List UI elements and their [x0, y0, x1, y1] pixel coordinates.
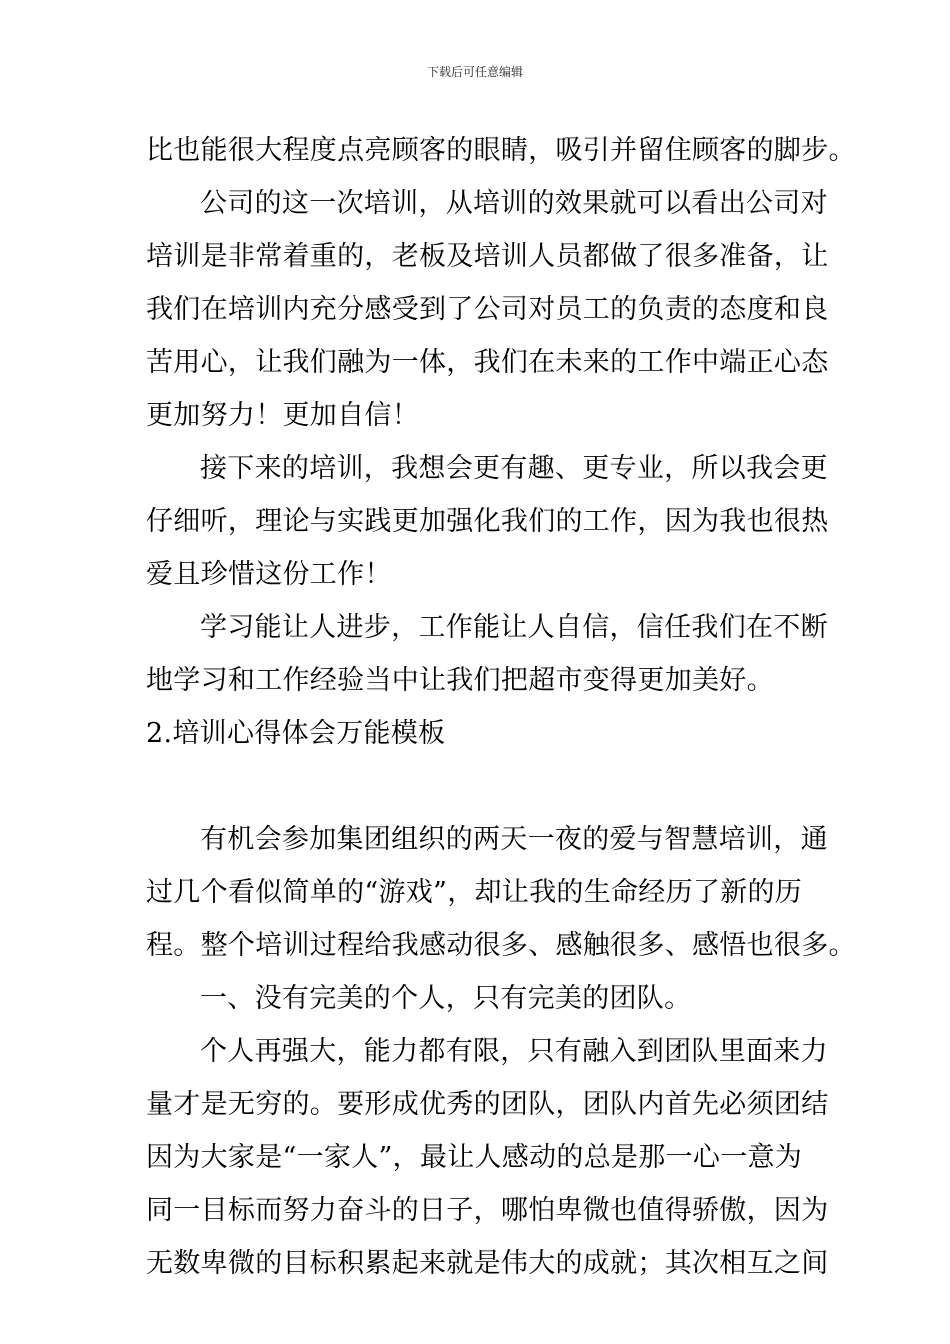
- paragraph-start: 公司的这一次培训，从培训的效果就可以看出公司对: [200, 188, 828, 219]
- section-heading: 2.培训心得体会万能模板: [146, 718, 446, 749]
- paragraph-start: 接下来的培训，我想会更有趣、更专业，所以我会更: [200, 453, 828, 484]
- text-line: 过几个看似简单的“游戏”，却让我的生命经历了新的历: [146, 877, 803, 908]
- text-line: 地学习和工作经验当中让我们把超市变得更加美好。: [146, 665, 774, 696]
- text-line: 更加努力！更加自信！: [146, 400, 419, 431]
- blank-line: [146, 760, 806, 813]
- subheading: 一、没有完美的个人，只有完美的团队。: [200, 983, 692, 1014]
- text-line: 苦用心，让我们融为一体，我们在未来的工作中端正心态: [146, 347, 829, 378]
- paragraph-start: 个人再强大，能力都有限，只有融入到团队里面来力: [200, 1036, 828, 1067]
- paragraph-start: 有机会参加集团组织的两天一夜的爱与智慧培训，通: [200, 824, 828, 855]
- text-line: 我们在培训内充分感受到了公司对员工的负责的态度和良: [146, 294, 829, 325]
- text-line: 同一目标而努力奋斗的日子，哪怕卑微也值得骄傲，因为: [146, 1195, 829, 1226]
- text-line: 程。整个培训过程给我感动很多、感触很多、感悟也很多。: [146, 930, 856, 961]
- text-line: 培训是非常着重的，老板及培训人员都做了很多准备，让: [146, 241, 829, 272]
- document-body: [146, 124, 856, 1290]
- text-line: 比也能很大程度点亮顾客的眼睛，吸引并留住顾客的脚步。: [146, 135, 856, 166]
- text-line: 因为大家是“一家人”，最让人感动的总是那一心一意为: [146, 1142, 803, 1173]
- text-line: 仔细听，理论与实践更加强化我们的工作，因为我也很热: [146, 506, 829, 537]
- page-header: 下载后可任意编辑: [426, 65, 523, 79]
- text-line: 爱且珍惜这份工作！: [146, 559, 392, 590]
- text-line: 无数卑微的目标积累起来就是伟大的成就；其次相互之间: [146, 1248, 829, 1279]
- text-line: 量才是无穷的。要形成优秀的团队，团队内首先必须团结: [146, 1089, 829, 1120]
- paragraph-start: 学习能让人进步，工作能让人自信，信任我们在不断: [200, 612, 828, 643]
